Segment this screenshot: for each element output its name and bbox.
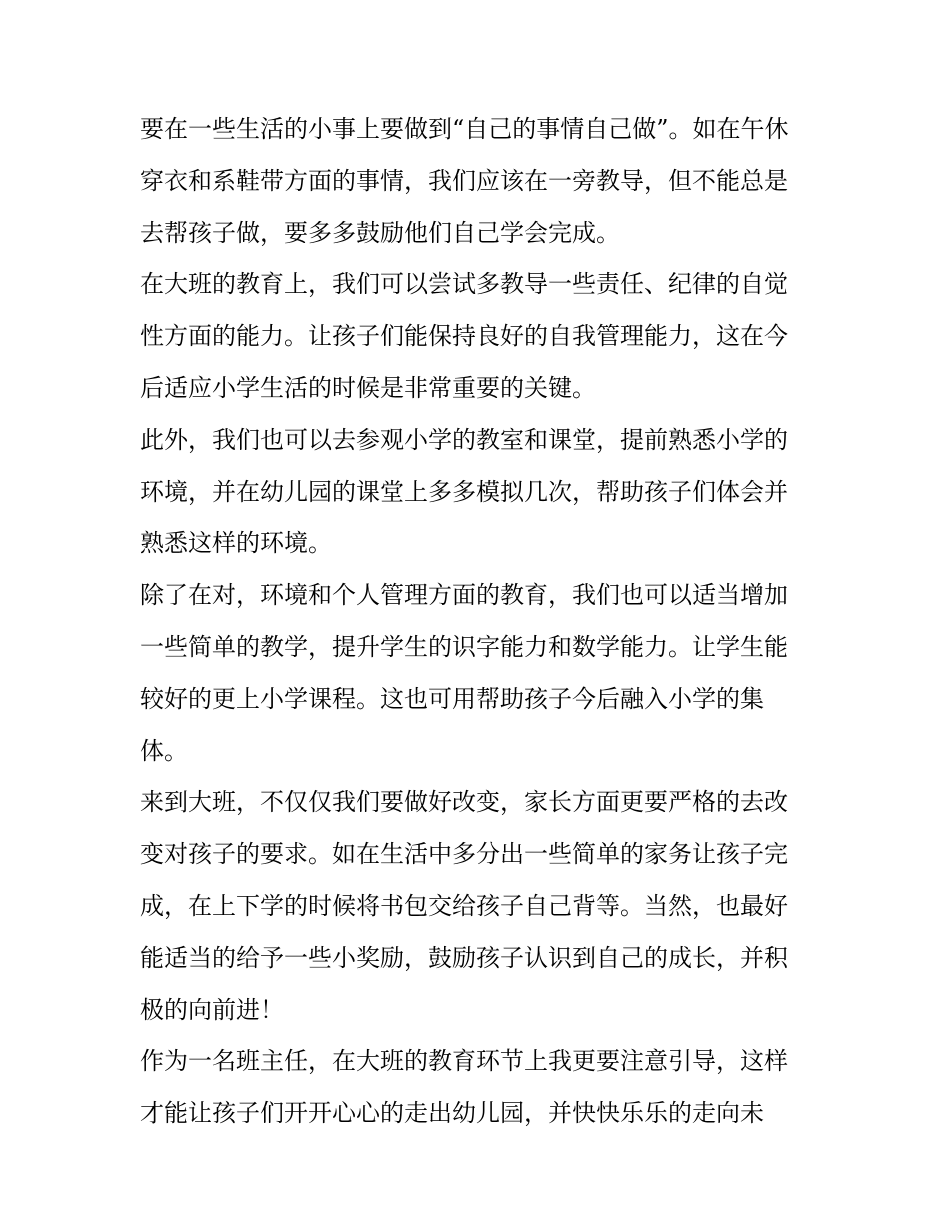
text-line: 环境，并在幼儿园的课堂上多多模拟几次，帮助孩子们体会并 — [140, 477, 788, 506]
text-line: 才能让孩子们开开心心的走出幼儿园，并快快乐乐的走向未 — [140, 1099, 764, 1128]
document-body — [140, 104, 820, 1140]
text-line: 变对孩子的要求。如在生活中多分出一些简单的家务让孩子完 — [140, 840, 788, 869]
paragraph-4 — [140, 570, 820, 777]
text-line: 除了在对，环境和个人管理方面的教育，我们也可以适当增加 — [140, 581, 788, 610]
text-line: 极的向前进！ — [140, 995, 284, 1024]
paragraph-3 — [140, 415, 820, 570]
text-line: 此外，我们也可以去参观小学的教室和课堂，提前熟悉小学的 — [140, 425, 788, 454]
paragraph-2 — [140, 259, 820, 414]
text-line: 一些简单的教学，提升学生的识字能力和数学能力。让学生能 — [140, 632, 788, 661]
text-line: 去帮孩子做，要多多鼓励他们自己学会完成。 — [140, 218, 620, 247]
paragraph-6 — [140, 1036, 820, 1140]
text-line: 成，在上下学的时候将书包交给孩子自己背等。当然，也最好 — [140, 891, 788, 920]
paragraph-5 — [140, 777, 820, 1036]
text-line: 后适应小学生活的时候是非常重要的关键。 — [140, 373, 596, 402]
text-line: 要在一些生活的小事上要做到“自己的事情自己做”。如在午休 — [140, 115, 789, 143]
text-line: 在大班的教育上，我们可以尝试多教导一些责任、纪律的自觉 — [140, 270, 788, 299]
text-line: 能适当的给予一些小奖励，鼓励孩子认识到自己的成长，并积 — [140, 943, 788, 972]
text-line: 作为一名班主任，在大班的教育环节上我更要注意引导，这样 — [140, 1047, 788, 1076]
text-line: 体。 — [140, 736, 188, 765]
text-line: 性方面的能力。让孩子们能保持良好的自我管理能力，这在今 — [140, 322, 788, 351]
paragraph-1 — [140, 104, 820, 259]
text-line: 熟悉这样的环境。 — [140, 529, 332, 558]
text-line: 穿衣和系鞋带方面的事情，我们应该在一旁教导，但不能总是 — [140, 166, 788, 195]
text-line: 较好的更上小学课程。这也可用帮助孩子今后融入小学的集 — [140, 684, 764, 713]
text-line: 来到大班，不仅仅我们要做好改变，家长方面更要严格的去改 — [140, 788, 788, 817]
